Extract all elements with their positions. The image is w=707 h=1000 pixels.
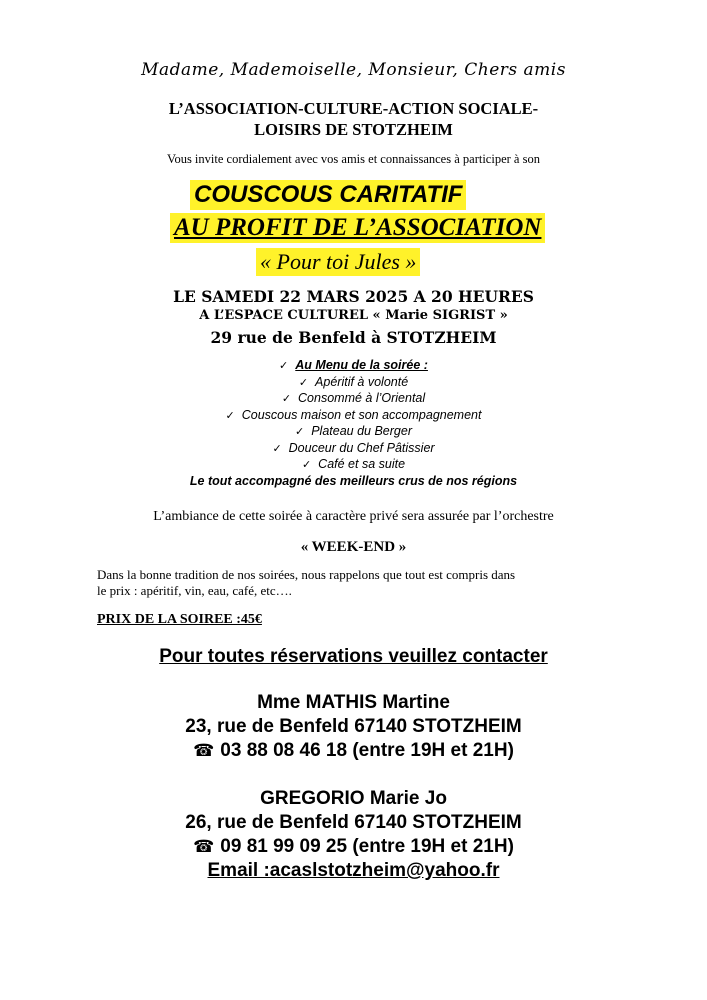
check-icon: ✓ [298,376,309,389]
contact-address: 26, rue de Benfeld 67140 STOTZHEIM [185,812,522,833]
email-link[interactable]: Email :acaslstotzheim@yahoo.fr [207,860,500,881]
check-icon: ✓ [281,392,292,405]
ambiance-text: L’ambiance de cette soirée à caractère privé sera assurée par l’orchestre [153,509,554,524]
tradition-line2: le prix : apéritif, vin, eau, café, etc…. [97,583,292,598]
telephone-icon: ☎ [193,741,215,761]
event-title: COUSCOUS CARITATIF [190,180,466,210]
menu-heading: ✓ Au Menu de la soirée : [279,358,428,372]
menu-item: ✓ Couscous maison et son accompagnement [225,408,482,422]
menu-item: ✓ Café et sa suite [301,457,406,471]
contact-phone[interactable]: ☎ 03 88 08 46 18 (entre 19H et 21H) [193,740,514,761]
orchestra-name: « WEEK-END » [300,539,407,555]
event-venue: A L’ESPACE CULTUREL « Marie SIGRIST » [199,308,508,323]
menu-item: ✓ Consommé à l’Oriental [281,391,426,405]
contact-name: GREGORIO Marie Jo [260,788,447,809]
menu-item: ✓ Apéritif à volonté [298,375,409,389]
contact-address: 23, rue de Benfeld 67140 STOTZHEIM [185,716,522,737]
association-name-line2: LOISIRS DE STOTZHEIM [254,120,453,139]
check-icon: ✓ [279,359,289,372]
price: PRIX DE LA SOIREE :45€ [97,612,262,627]
event-date: LE SAMEDI 22 MARS 2025 A 20 HEURES [173,287,534,306]
menu-closing: Le tout accompagné des meilleurs crus de nos régions [189,474,518,488]
check-icon: ✓ [225,409,235,422]
invitation-text: Vous invite cordialement avec vos amis et connaissances à participer à son [167,152,540,166]
event-subtitle: AU PROFIT DE L’ASSOCIATION [170,213,545,243]
contact-name: Mme MATHIS Martine [257,692,450,713]
check-icon: ✓ [272,442,282,455]
check-icon: ✓ [295,425,305,438]
check-icon: ✓ [301,458,312,471]
tradition-line1: Dans la bonne tradition de nos soirées, nous rappelons que tout est compris dans [97,567,516,582]
event-address: 29 rue de Benfeld à STOTZHEIM [210,328,497,347]
telephone-icon: ☎ [193,837,215,857]
beneficiary-name: « Pour toi Jules » [256,248,420,276]
greeting: Madame, Mademoiselle, Monsieur, Chers amis [141,60,566,80]
menu-item: ✓ Douceur du Chef Pâtissier [272,441,435,455]
menu-item: ✓ Plateau du Berger [295,424,412,438]
contact-phone[interactable]: ☎ 09 81 99 09 25 (entre 19H et 21H) [193,836,514,857]
reservation-heading: Pour toutes réservations veuillez contacter [159,646,548,667]
association-name-line1: L’ASSOCIATION-CULTURE-ACTION SOCIALE- [168,99,539,118]
